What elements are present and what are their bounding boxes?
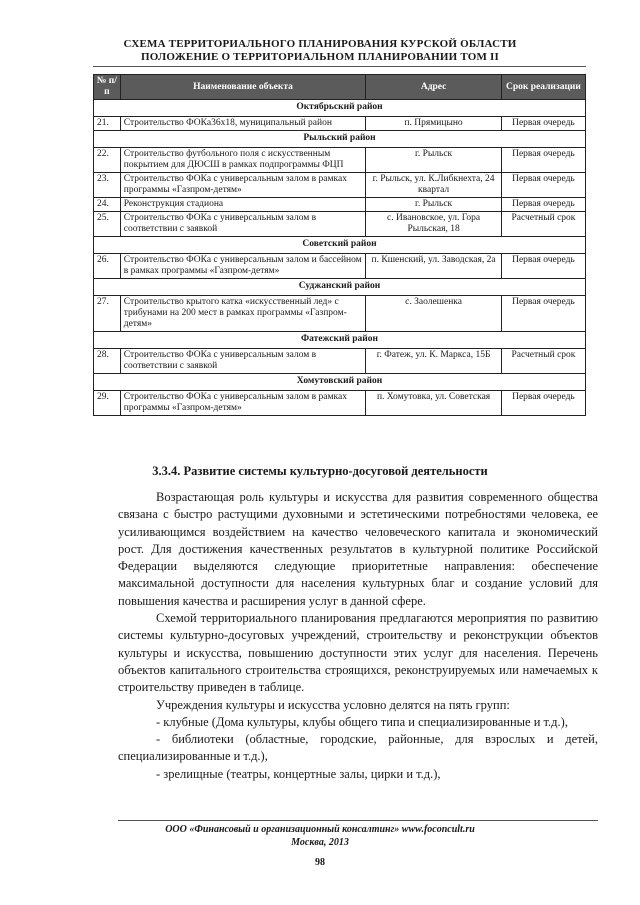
footer-company: ООО «Финансовый и организационный консалтинг» www.foconcult.ru [165, 824, 475, 835]
paragraph: Схемой территориального планирования предлагаются мероприятия по развитию системы культурно-досуговых учреждений, строительству и реконструкции объектов культуры и искусства, повышению доступности этих услуг для населения. Перечень объектов капитального строительства строящихся, реконструируемых или намечаемых к строительству приведен в таблице. [118, 611, 598, 695]
body-text [118, 489, 598, 783]
district-row [94, 237, 586, 254]
table-row [94, 198, 586, 212]
row-address: с. Заолешенка [366, 296, 502, 332]
objects-table [93, 74, 586, 416]
column-header-address: Адрес [366, 75, 502, 100]
row-name: Строительство футбольного поля с искусственным покрытием для ДЮСШ в рамках подпрограммы ФЦП [120, 148, 366, 173]
row-num: 24. [94, 198, 121, 212]
table-row [94, 349, 586, 374]
table-row [94, 173, 586, 198]
table-header-row [94, 75, 586, 100]
district-row [94, 332, 586, 349]
row-term: Первая очередь [501, 254, 585, 279]
table-row [94, 391, 586, 416]
row-address: г. Рыльск [366, 148, 502, 173]
row-term: Расчетный срок [501, 349, 585, 374]
row-address: г. Рыльск [366, 198, 502, 212]
district-row [94, 279, 586, 296]
row-term: Первая очередь [501, 117, 585, 131]
paragraph: Возрастающая роль культуры и искусства для развития современного общества связана с быстро растущими духовными и эстетическими потребностями человека, ее усиливающимся воздействием на качество человеческого капитала и экономический рост. Для достижения качественных результатов в культурной политике Российской Федерации выделяются следующие приоритетные направления: обеспечение максимальной доступности для населения культурных благ и создание условий для повышения качества и расширения услуг в данной сфере. [118, 490, 598, 608]
row-term: Первая очередь [501, 198, 585, 212]
paragraph: Учреждения культуры и искусства условно делятся на пять групп: [156, 697, 510, 712]
district-name: Октябрьский район [94, 100, 586, 117]
footer-divider [118, 820, 598, 821]
column-header-name: Наименование объекта [120, 75, 366, 100]
header-divider [93, 66, 586, 67]
header-subtitle: ПОЛОЖЕНИЕ О ТЕРРИТОРИАЛЬНОМ ПЛАНИРОВАНИИ ТОМ II [141, 51, 499, 63]
row-address: г. Рыльск, ул. К.Либкнехта, 24 квартал [366, 173, 502, 198]
page-number: 98 [315, 857, 325, 868]
row-num: 22. [94, 148, 121, 173]
row-address: п. Прямицыно [366, 117, 502, 131]
table-row [94, 254, 586, 279]
row-name: Строительство крытого катка «искусственный лед» с трибунами на 200 мест в рамках программы «Газпром-детям» [120, 296, 366, 332]
column-header-term: Срок реализации [501, 75, 585, 100]
district-name: Советский район [94, 237, 586, 254]
row-num: 21. [94, 117, 121, 131]
table-row [94, 148, 586, 173]
row-address: г. Фатеж, ул. К. Маркса, 15Б [366, 349, 502, 374]
row-num: 25. [94, 212, 121, 237]
row-term: Расчетный срок [501, 212, 585, 237]
row-address: с. Ивановское, ул. Гора Рыльская, 18 [366, 212, 502, 237]
row-name: Строительство ФОКа с универсальным залом в рамках программы «Газпром-детям» [120, 173, 366, 198]
row-num: 29. [94, 391, 121, 416]
table-row [94, 212, 586, 237]
district-name: Фатежский район [94, 332, 586, 349]
row-name: Строительство ФОКа с универсальным залом в соответствии с заявкой [120, 349, 366, 374]
row-name: Строительство ФОКа с универсальным залом в соответствии с заявкой [120, 212, 366, 237]
row-term: Первая очередь [501, 148, 585, 173]
row-term: Первая очередь [501, 391, 585, 416]
district-name: Рыльский район [94, 131, 586, 148]
list-item: - зрелищные (театры, концертные залы, цирки и т.д.), [156, 766, 441, 781]
district-name: Суджанский район [94, 279, 586, 296]
header-title: СХЕМА ТЕРРИТОРИАЛЬНОГО ПЛАНИРОВАНИЯ КУРСКОЙ ОБЛАСТИ [123, 38, 517, 50]
district-row [94, 374, 586, 391]
table-row [94, 296, 586, 332]
row-term: Первая очередь [501, 173, 585, 198]
district-row [94, 100, 586, 117]
row-name: Строительство ФОКа с универсальным залом и бассейном в рамках программы «Газпром-детям» [120, 254, 366, 279]
row-name: Реконструкция стадиона [120, 198, 366, 212]
district-name: Хомутовский район [94, 374, 586, 391]
list-item: - библиотеки (областные, городские, районные, для взрослых и детей, специализированные и т.д.), [118, 732, 598, 764]
table-row [94, 117, 586, 131]
row-num: 26. [94, 254, 121, 279]
row-name: Строительство ФОКа36х18, муниципальный район [120, 117, 366, 131]
row-address: п. Хомутовка, ул. Советская [366, 391, 502, 416]
column-header-num: № п/п [94, 75, 121, 100]
row-num: 27. [94, 296, 121, 332]
footer-city-year: Москва, 2013 [291, 837, 349, 848]
row-name: Строительство ФОКа с универсальным залом в рамках программы «Газпром-детям» [120, 391, 366, 416]
section-title: 3.3.4. Развитие системы культурно-досуговой деятельности [152, 464, 488, 478]
district-row [94, 131, 586, 148]
row-num: 23. [94, 173, 121, 198]
list-item: - клубные (Дома культуры, клубы общего типа и специализированные и т.д.), [156, 714, 568, 729]
row-address: п. Кшенский, ул. Заводская, 2а [366, 254, 502, 279]
row-num: 28. [94, 349, 121, 374]
row-term: Первая очередь [501, 296, 585, 332]
